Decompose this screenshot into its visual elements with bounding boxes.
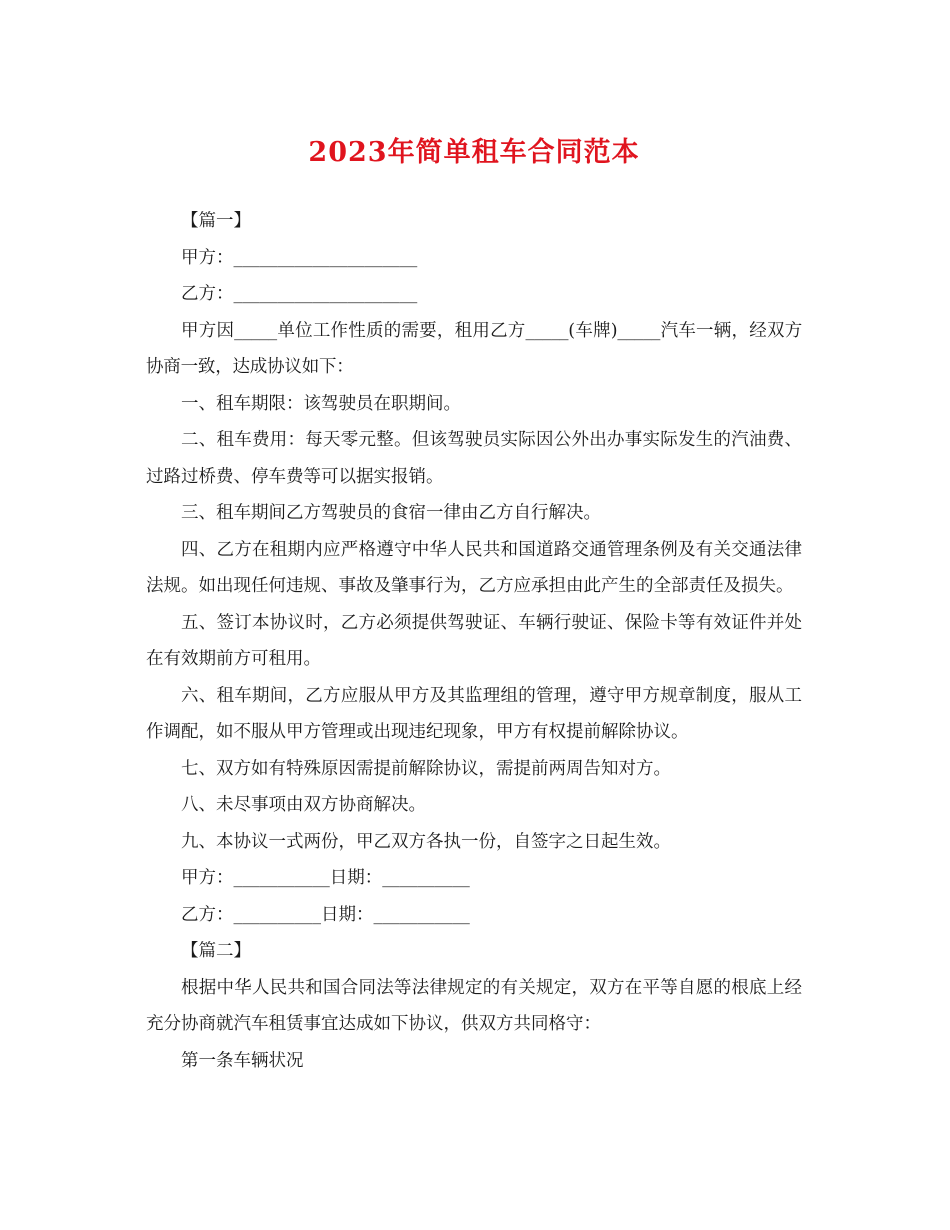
article-heading: 第一条车辆状况	[181, 1050, 304, 1071]
party-a-line: 甲方：_____________________	[181, 247, 418, 268]
clause: 四、乙方在租期内应严格遵守中华人民共和国道路交通管理条例及有关交通法律法规。如出现任何违规、事故及肇事行为，乙方应承担由此产生的全部责任及损失。	[146, 539, 802, 596]
paragraph: 甲方因_____单位工作性质的需要，租用乙方_____(车牌)_____汽车一辆，经双方协商一致，达成协议如下：	[146, 320, 802, 377]
document-title: 2023年简单租车合同范本	[308, 137, 640, 168]
section-heading: 【篇二】	[181, 941, 251, 961]
clause: 七、双方如有特殊原因需提前解除协议，需提前两周告知对方。	[181, 758, 671, 779]
section-heading: 【篇一】	[181, 211, 251, 231]
clause: 一、租车期限：该驾驶员在职期间。	[181, 393, 461, 414]
document-body	[146, 203, 802, 1079]
paragraph: 根据中华人民共和国合同法等法律规定的有关规定，双方在平等自愿的根底上经充分协商就汽车租赁事宜达成如下协议，供双方共同格守：	[146, 977, 802, 1034]
signature-line-party-b: 乙方：__________日期：___________	[181, 904, 470, 925]
clause: 九、本协议一式两份，甲乙双方各执一份，自签字之日起生效。	[181, 831, 671, 852]
party-b-line: 乙方：_____________________	[181, 284, 418, 304]
clause: 二、租车费用：每天零元整。但该驾驶员实际因公外出办事实际发生的汽油费、过路过桥费、停车费等可以据实报销。	[146, 430, 802, 487]
signature-line-party-a: 甲方：___________日期：__________	[181, 868, 470, 888]
clause: 六、租车期间，乙方应服从甲方及其监理组的管理，遵守甲方规章制度，服从工作调配，如不服从甲方管理或出现违纪现象，甲方有权提前解除协议。	[146, 685, 802, 742]
clause: 五、签订本协议时，乙方必须提供驾驶证、车辆行驶证、保险卡等有效证件并处在有效期前方可租用。	[146, 612, 802, 669]
clause: 三、租车期间乙方驾驶员的食宿一律由乙方自行解决。	[181, 503, 601, 523]
clause: 八、未尽事项由双方协商解决。	[181, 795, 426, 815]
